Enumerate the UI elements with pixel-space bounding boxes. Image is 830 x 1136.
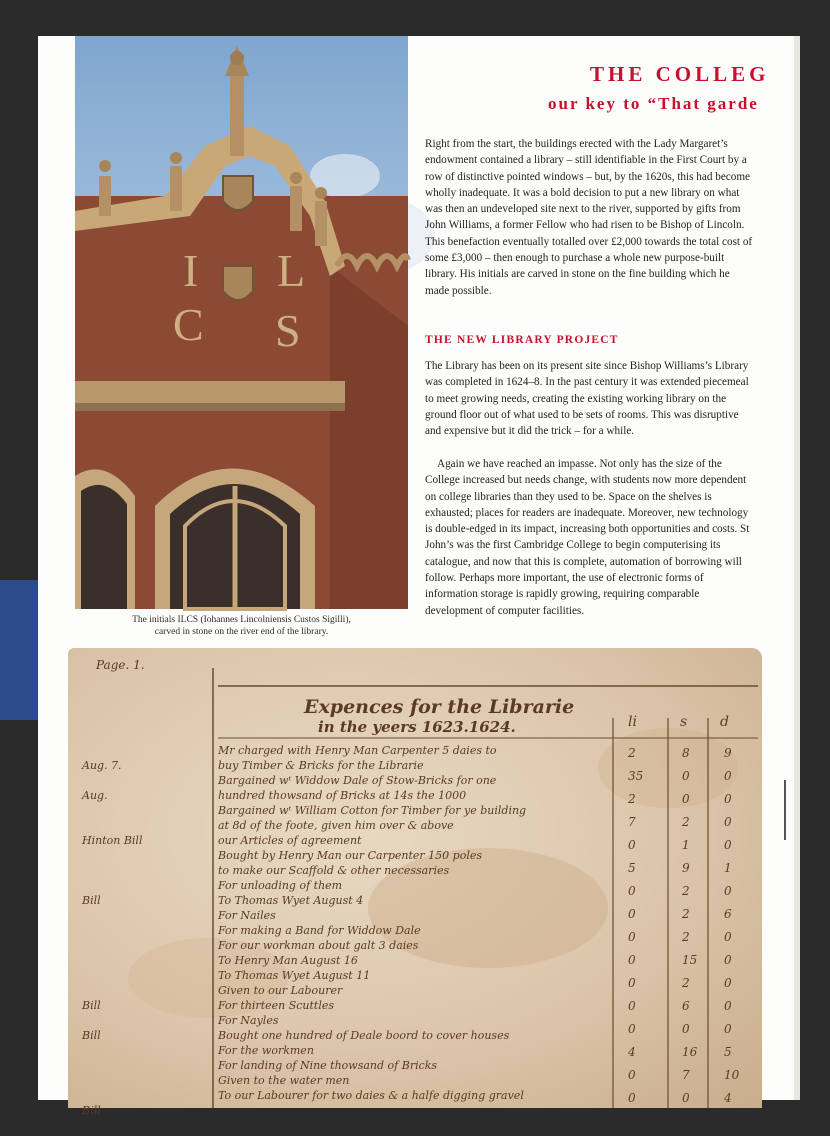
- manuscript-amount: 0: [724, 930, 732, 944]
- manuscript-entry: For making a Band for Widdow Dale: [218, 924, 421, 937]
- caption-line-2: carved in stone on the river end of the library.: [154, 627, 329, 637]
- manuscript-entry: Given to our Labourer: [218, 984, 343, 997]
- manuscript-amount: 0: [628, 953, 636, 967]
- section-heading: THE NEW LIBRARY PROJECT: [425, 334, 619, 346]
- manuscript-entry: For Nayles: [218, 1014, 279, 1027]
- manuscript-amount: 0: [628, 884, 636, 898]
- carved-letter-c: C: [173, 299, 204, 350]
- carved-letter-s: S: [275, 305, 301, 356]
- library-gable-photo: [75, 36, 408, 609]
- manuscript-amount: 6: [724, 907, 732, 921]
- manuscript-amount: 2: [628, 792, 636, 806]
- manuscript-amount: 4: [628, 1045, 636, 1059]
- intro-text: Right from the start, the buildings erected with the Lady Margaret’s endowment contained a library – still identifiable in the First Court by a row of distinctive pointed windows – but, by the 1620s, this had become wholly inadequate. It was a bold decision to put a new library on what was then an undeveloped site next to the river, supported by gifts from John Williams, a former Fellow who had risen to be Bishop of Lincoln. This benefaction eventually totalled over £2,000 towards the total cost of some £3,000 – then enough to purchase a whole new purpose-built library. His initials are carved in stone on the fine building which he made possible.: [425, 138, 753, 297]
- manuscript-amount: 0: [682, 1022, 690, 1036]
- intro-paragraph: [425, 136, 755, 299]
- manuscript-amount: 0: [682, 1091, 690, 1105]
- manuscript-amount: 8: [682, 746, 690, 760]
- manuscript-entry: For the workmen: [218, 1044, 314, 1057]
- manuscript-amount: 16: [682, 1045, 698, 1059]
- manuscript-entry: For our workman about galt 3 daies: [218, 939, 419, 952]
- manuscript-entry: buy Timber & Bricks for the Librarie: [218, 759, 424, 772]
- manuscript-amount: 7: [682, 1068, 690, 1082]
- manuscript-entry: For Nailes: [218, 909, 276, 922]
- manuscript-subheading: in the yeers 1623.1624.: [318, 718, 516, 736]
- manuscript-amount: 0: [628, 999, 636, 1013]
- manuscript-entry: our Articles of agreement: [218, 834, 362, 847]
- manuscript-amount: 9: [682, 861, 690, 875]
- manuscript-amount: 9: [724, 746, 732, 760]
- manuscript-amount: 2: [682, 976, 690, 990]
- manuscript-amount: 0: [628, 976, 636, 990]
- manuscript-margin-note: Bill: [82, 999, 101, 1012]
- manuscript-entry: hundred thowsand of Bricks at 14s the 1000: [218, 789, 467, 802]
- manuscript-amount: 2: [682, 815, 690, 829]
- manuscript-amount: 0: [682, 792, 690, 806]
- impasse-text: Again we have reached an impasse. Not only has the size of the College increased but needs change, with students now more dependent on college libraries than they used to be. Space on the shelves is exhausted; places for readers are inadequate. Moreover, new technology is double-edged in its impact, increasing both opportunities and costs. St John’s was the first Cambridge College to begin computerising its catalogue, and now that this is complete, automation of borrowing will follow. Perhaps more important, the use of electronic forms of information storage is rapidly growing, requiring comparable development of computer facilities.: [425, 458, 750, 617]
- manuscript-image: [68, 648, 762, 1117]
- manuscript-amount: 6: [682, 999, 690, 1013]
- manuscript-amount: 1: [724, 861, 732, 875]
- manuscript-amount: 0: [628, 1022, 636, 1036]
- manuscript-amount: 0: [724, 838, 732, 852]
- manuscript-margin-note: Aug.: [82, 789, 108, 802]
- manuscript-amount: 0: [724, 999, 732, 1013]
- manuscript-entry: Given to the water men: [218, 1074, 350, 1087]
- library-paragraph: [425, 358, 755, 439]
- manuscript-amount: 5: [628, 861, 636, 875]
- column-header-pounds: li: [628, 714, 637, 730]
- page-subtitle: our key to “That garde: [548, 94, 759, 113]
- caption-line-1: The initials ILCS (Iohannes Lincolniensis Custos Sigilli),: [132, 615, 351, 625]
- manuscript-amount: 2: [682, 884, 690, 898]
- manuscript-entry: Bought one hundred of Deale boord to cover houses: [218, 1029, 510, 1042]
- column-header-shillings: s: [680, 714, 688, 730]
- manuscript-entry: Bargained wᵗ William Cotton for Timber for ye building: [218, 804, 527, 817]
- manuscript-entry: To our Labourer for two daies & a halfe digging gravel: [218, 1089, 524, 1102]
- manuscript-entry: at 8d of the foote, given him over & above: [218, 819, 454, 832]
- manuscript-margin-note: Hinton Bill: [82, 834, 143, 847]
- blue-strip: [0, 580, 38, 720]
- manuscript-entry: Bargained wᵗ Widdow Dale of Stow-Bricks for one: [218, 774, 497, 787]
- manuscript-amount: 2: [628, 746, 636, 760]
- carved-letter-i: I: [183, 245, 199, 296]
- manuscript-amount: 7: [628, 815, 636, 829]
- manuscript-entry: For unloading of them: [218, 879, 343, 892]
- manuscript-amount: 0: [724, 792, 732, 806]
- manuscript-entry: Mr charged with Henry Man Carpenter 5 daies to: [218, 744, 497, 757]
- library-gable-illustration: [75, 36, 408, 609]
- manuscript-amount: 4: [724, 1091, 732, 1105]
- manuscript-margin-note: Aug. 7.: [82, 759, 122, 772]
- manuscript-amount: 0: [628, 1068, 636, 1082]
- manuscript-entry: Bought by Henry Man our Carpenter 150 poles: [218, 849, 482, 862]
- manuscript-amount: 0: [724, 769, 732, 783]
- manuscript-amount: 2: [682, 930, 690, 944]
- manuscript-amount: 1: [682, 838, 690, 852]
- manuscript-entry: To Thomas Wyet August 4: [218, 894, 364, 907]
- manuscript-amount: 0: [724, 976, 732, 990]
- manuscript-margin-note: Bill: [82, 1029, 101, 1042]
- manuscript-heading: Expences for the Librarie: [304, 696, 575, 718]
- manuscript-amount: 0: [682, 769, 690, 783]
- manuscript-amount: 0: [724, 1022, 732, 1036]
- manuscript-entry: To Henry Man August 16: [218, 954, 358, 967]
- manuscript-entry: For thirteen Scuttles: [218, 999, 335, 1012]
- library-text: The Library has been on its present site since Bishop Williams’s Library was completed in 1624–8. In the past century it was extended piecemeal to meet growing needs, creating the existing working library on the ground floor out of what used to be sets of rooms. This was disruptive and expensive but it did the trick – for a while.: [425, 360, 749, 438]
- manuscript-amount: 35: [628, 769, 644, 783]
- page-edge: [794, 36, 800, 1100]
- binding-mark: [784, 780, 792, 840]
- manuscript-page-label: Page. 1.: [96, 658, 145, 672]
- manuscript-amount: 15: [682, 953, 698, 967]
- carved-letter-l: L: [277, 245, 306, 296]
- impasse-paragraph: [425, 456, 755, 619]
- manuscript-margin-note: Bill: [82, 1104, 101, 1117]
- manuscript-amount: 5: [724, 1045, 732, 1059]
- manuscript-amount: 0: [724, 884, 732, 898]
- manuscript-amount: 0: [628, 930, 636, 944]
- manuscript-amount: 0: [724, 953, 732, 967]
- manuscript-margin-note: Bill: [82, 894, 101, 907]
- manuscript-amount: 2: [682, 907, 690, 921]
- manuscript-amount: 10: [724, 1068, 740, 1082]
- column-header-pence: d: [720, 714, 729, 730]
- brochure-page: [38, 36, 800, 1117]
- manuscript-amount: 0: [628, 1091, 636, 1105]
- manuscript-entry: For landing of Nine thowsand of Bricks: [218, 1059, 438, 1072]
- page-title: THE COLLEG: [590, 62, 770, 86]
- manuscript-entry: to make our Scaffold & other necessaries: [218, 864, 450, 877]
- manuscript-amount: 0: [724, 815, 732, 829]
- manuscript-amount: 0: [628, 838, 636, 852]
- photo-caption: [75, 614, 408, 638]
- manuscript-amount: 0: [628, 907, 636, 921]
- manuscript-entry: To Thomas Wyet August 11: [218, 969, 371, 982]
